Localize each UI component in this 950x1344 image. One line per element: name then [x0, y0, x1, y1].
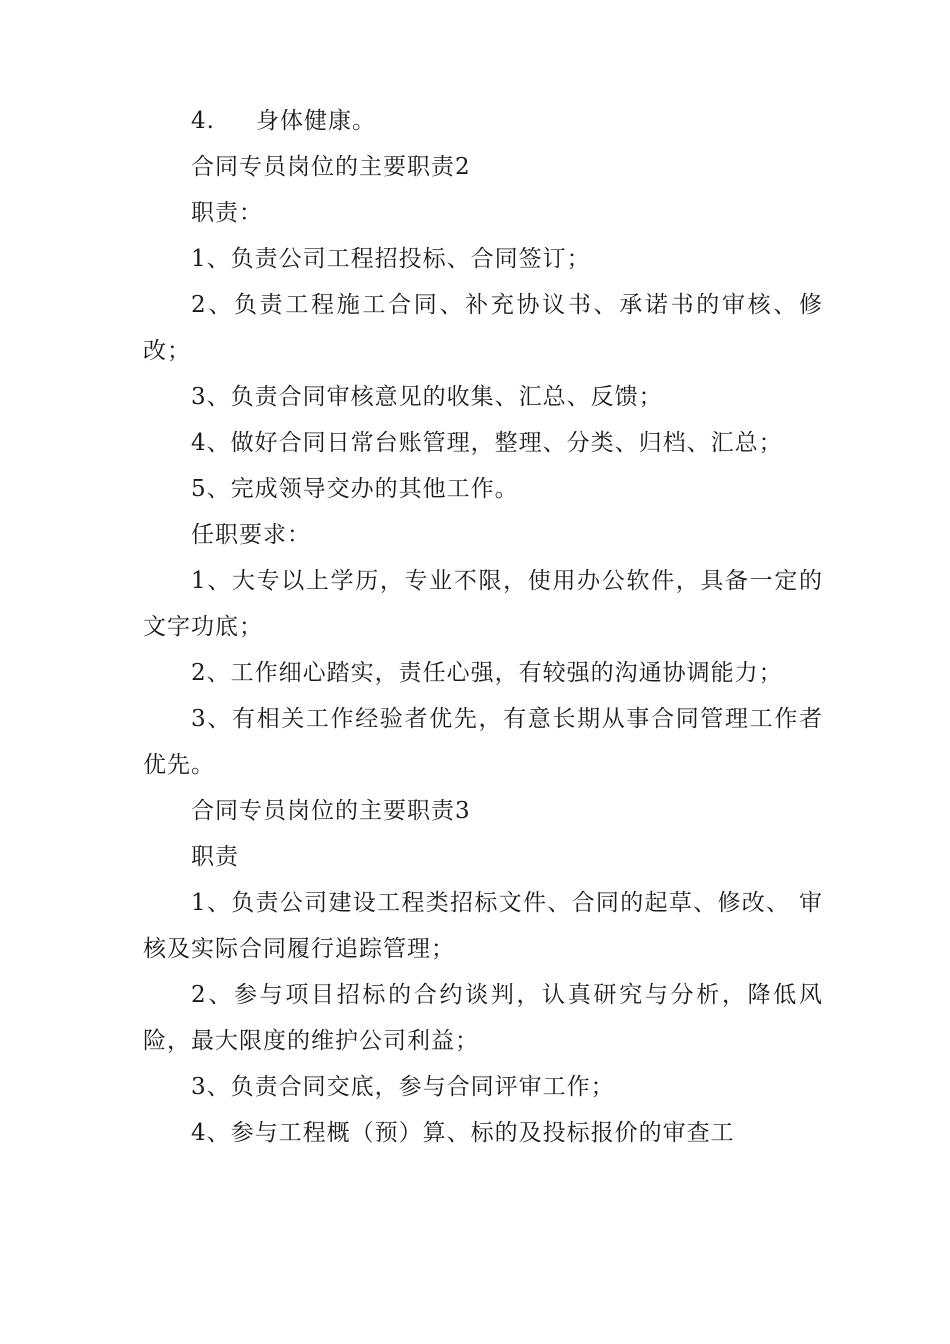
duties-label: 职责：	[191, 200, 263, 226]
requirement-item-1: 1、大专以上学历，专业不限，使用办公软件，具备一定的文字功底；	[143, 568, 823, 640]
duties-label-3: 职责	[191, 844, 239, 870]
requirement-item-2: 2、工作细心踏实，责任心强，有较强的沟通协调能力；	[191, 660, 783, 686]
duty3-item-1: 1、负责公司建设工程类招标文件、合同的起草、修改、 审核及实际合同履行追踪管理；	[143, 890, 823, 962]
section-heading-3: 合同专员岗位的主要职责3	[191, 798, 471, 824]
item-number: 4.	[191, 108, 215, 134]
document-body	[143, 98, 823, 1156]
duty3-item-2: 2、参与项目招标的合约谈判，认真研究与分析，降低风险，最大限度的维护公司利益；	[143, 982, 823, 1054]
item-text: 身体健康。	[256, 108, 376, 134]
list-item-health	[143, 98, 823, 144]
duty3-item-4: 4、参与工程概（预）算、标的及投标报价的审查工	[191, 1120, 735, 1146]
duty3-item-3: 3、负责合同交底，参与合同评审工作；	[191, 1074, 615, 1100]
duty-item-4: 4、做好合同日常台账管理，整理、分类、归档、汇总；	[191, 430, 783, 456]
requirement-item-3: 3、有相关工作经验者优先，有意长期从事合同管理工作者优先。	[143, 706, 823, 778]
duty-item-2: 2、负责工程施工合同、补充协议书、承诺书的审核、修改；	[143, 292, 823, 364]
requirements-label: 任职要求：	[191, 522, 311, 548]
duty-item-5: 5、完成领导交办的其他工作。	[191, 476, 519, 502]
section-heading-2: 合同专员岗位的主要职责2	[191, 154, 471, 180]
duty-item-1: 1、负责公司工程招投标、合同签订；	[191, 246, 591, 272]
duty-item-3: 3、负责合同审核意见的收集、汇总、反馈；	[191, 384, 663, 410]
